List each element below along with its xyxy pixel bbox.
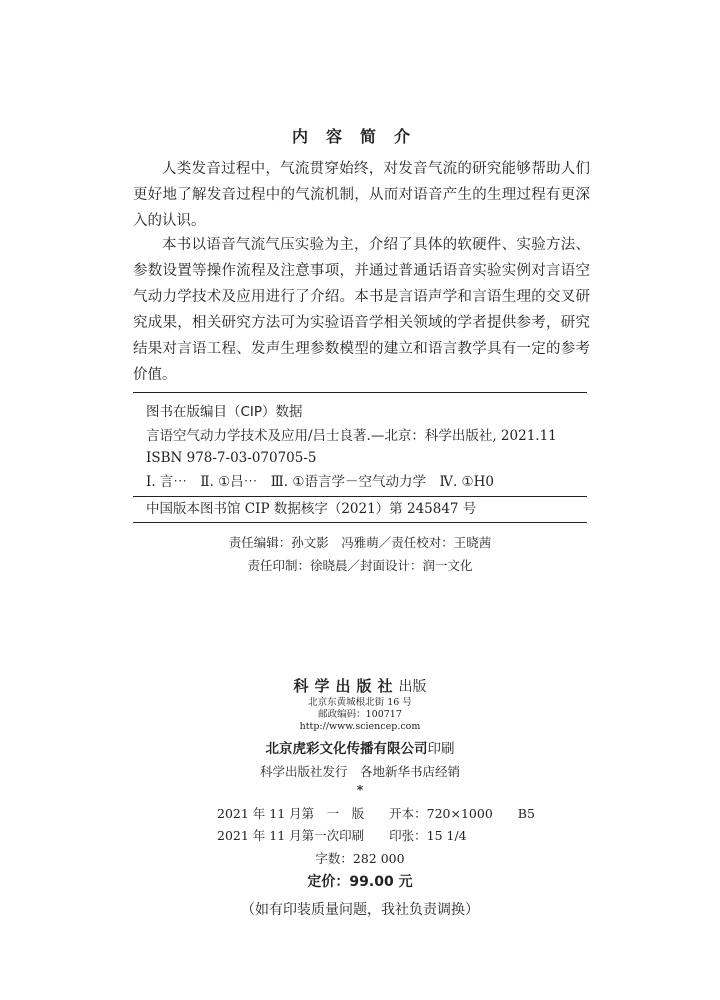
- price: 定价：99.00 元: [307, 874, 413, 890]
- printer-suffix: 印刷: [427, 741, 455, 757]
- publisher-suffix: 出版: [398, 679, 427, 695]
- cip-bottom-rule: [133, 522, 587, 523]
- cip-classification: Ⅰ. 言⋯ Ⅱ. ①吕⋯ Ⅲ. ①语言学－空气动力学 Ⅳ. ①H0: [146, 474, 495, 490]
- printer-name: 北京虎彩文化传播有限公司: [265, 741, 428, 757]
- word-count: 字数：282 000: [315, 851, 405, 866]
- summary-paragraph-1: 人类发音过程中，气流贯穿始终，对发音气流的研究能够帮助人们更好地了解发音过程中的气流机制，从而对语音产生的生理过程有更深入的认识。: [133, 161, 590, 229]
- printing-line: 2021 年 11 月第一次印刷 印张：15 1/4: [217, 828, 467, 843]
- summary-title: 内容简介: [291, 127, 428, 146]
- cip-top-rule: [133, 392, 587, 393]
- publisher-address: 北京东黄城根北街 16 号: [308, 697, 412, 708]
- editors-line-1: 责任编辑：孙文影 冯雅萌／责任校对：王晓茜: [228, 535, 492, 550]
- cip-title: 图书在版编目（CIP）数据: [146, 404, 303, 420]
- edition-line: 2021 年 11 月第 一 版 开本：720×1000 B5: [217, 806, 535, 821]
- publisher-name: 科学出版社: [293, 677, 399, 695]
- cip-middle-rule: [133, 496, 587, 497]
- cip-verification: 中国版本图书馆 CIP 数据核字（2021）第 245847 号: [146, 501, 477, 517]
- printer-line: [0, 737, 720, 757]
- distribution-line: 科学出版社发行 各地新华书店经销: [259, 764, 460, 779]
- summary-paragraph-2: 本书以语音气流气压实验为主，介绍了具体的软硬件、实验方法、参数设置等操作流程及注意事项，并通过普通话语音实验实例对言语空气动力学技术及应用进行了介绍。本书是言语声学和言语生理的交叉研究成果，相关研究方法可为实验语音学相关领域的学者提供参考，研究结果对言语工程、发声生理参数模型的建立和语言教学具有一定的参考价值。: [133, 237, 590, 383]
- quality-note: （如有印装质量问题，我社负责调换）: [241, 902, 479, 918]
- cip-bibliographic-line: 言语空气动力学技术及应用/吕士良著.—北京：科学出版社, 2021.11: [146, 428, 557, 444]
- editors-line-2: 责任印制：徐晓晨／封面设计：润一文化: [247, 558, 473, 573]
- cip-isbn: ISBN 978-7-03-070705-5: [146, 450, 317, 466]
- publisher-url: http://www.sciencep.com: [299, 721, 421, 732]
- publisher-line: [0, 675, 720, 696]
- publisher-postcode: 邮政编码：100717: [318, 709, 402, 720]
- separator-star: *: [356, 782, 364, 797]
